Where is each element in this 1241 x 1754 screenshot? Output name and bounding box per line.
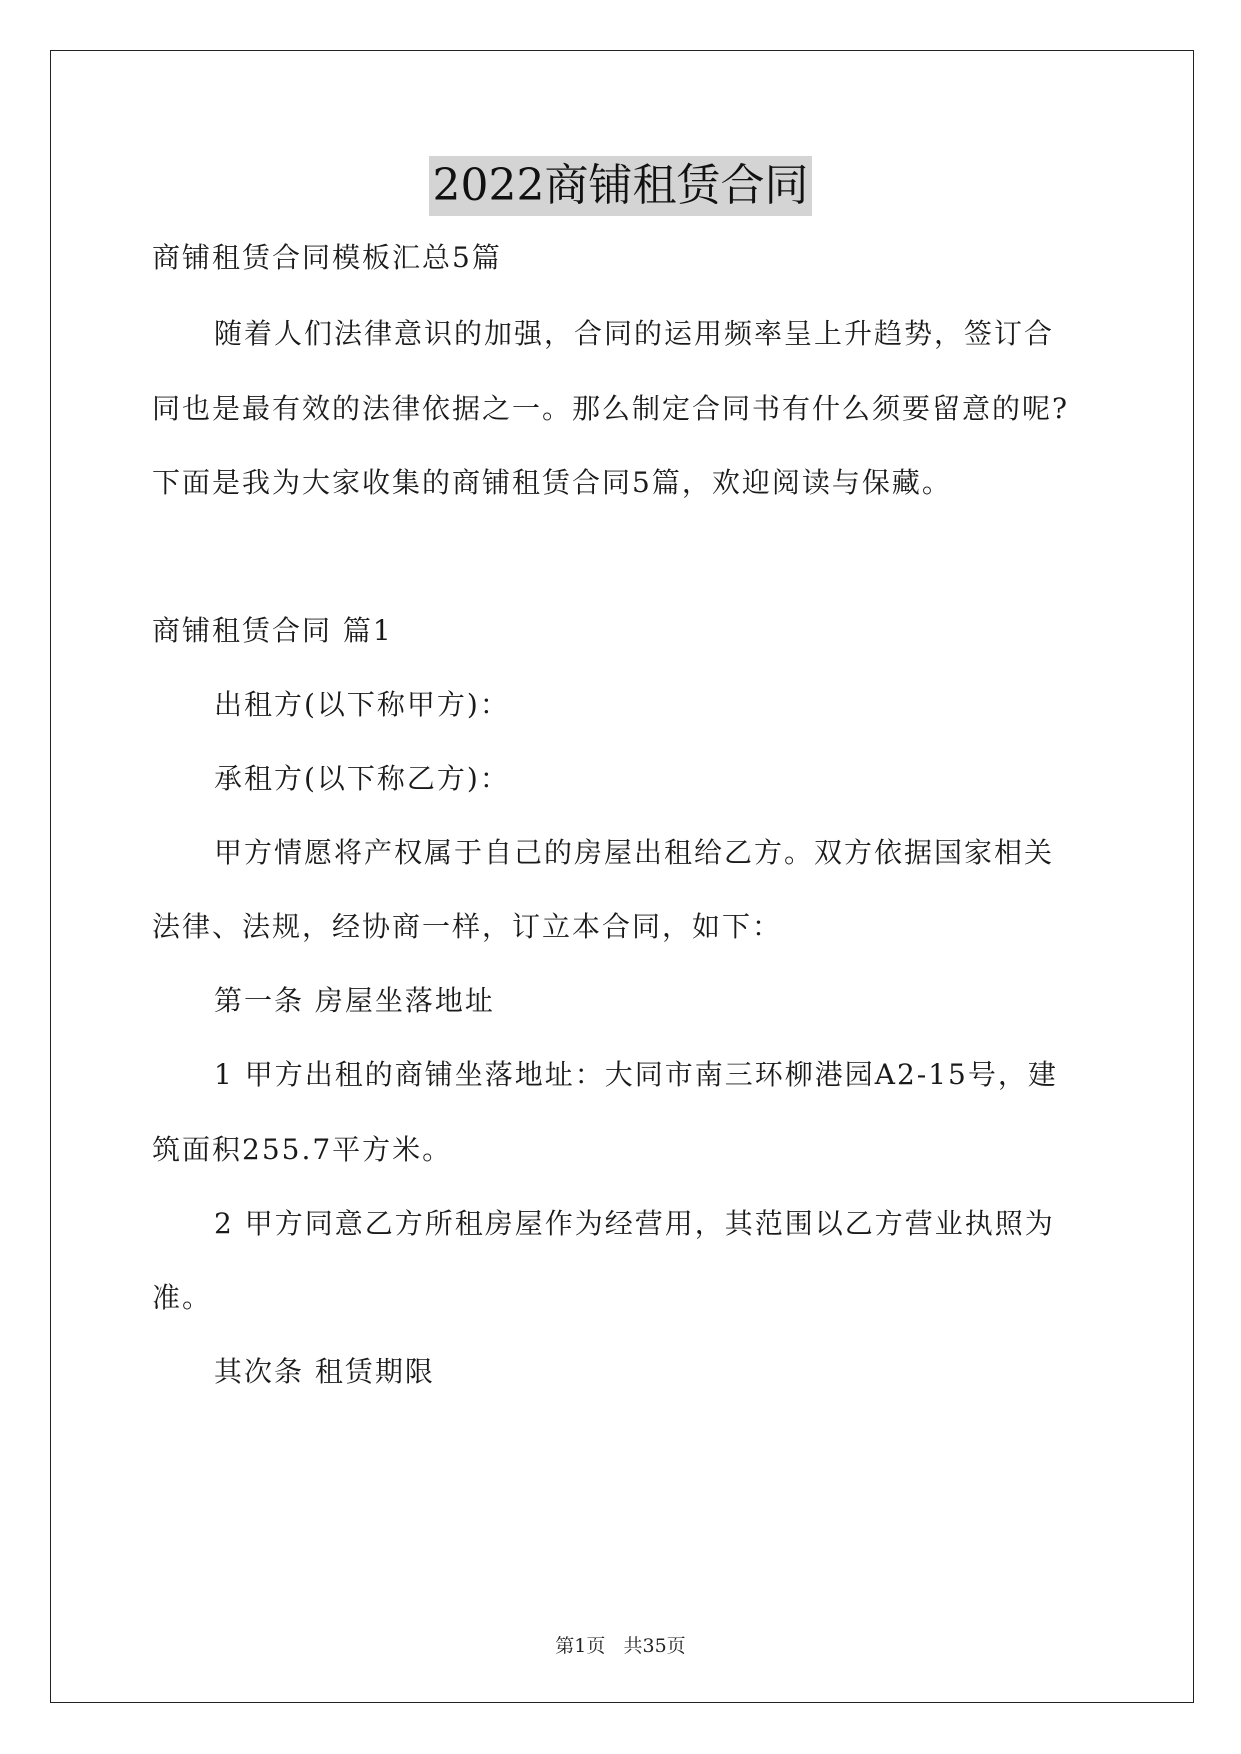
lessor-line: 出租方(以下称甲方)：	[214, 688, 510, 721]
page-number: 第1页 共35页	[555, 1635, 686, 1657]
page-border	[50, 50, 1194, 1703]
title-container	[0, 156, 1241, 216]
article2-heading: 其次条 租赁期限	[214, 1355, 435, 1388]
document-title: 2022商铺租赁合同	[429, 156, 813, 216]
preamble-line-2: 法律、法规，经协商一样，订立本合同，如下：	[152, 910, 783, 943]
lessee-line: 承租方(以下称乙方)：	[214, 762, 510, 795]
intro-line-3: 下面是我为大家收集的商铺租赁合同5篇，欢迎阅读与保藏。	[152, 466, 952, 499]
article1-item2-line-2: 准。	[152, 1281, 213, 1314]
article1-item1-line-2: 筑面积255.7平方米。	[152, 1133, 453, 1166]
document-subtitle: 商铺租赁合同模板汇总5篇	[152, 241, 502, 274]
intro-line-1: 随着人们法律意识的加强，合同的运用频率呈上升趋势，签订合	[214, 317, 1055, 350]
article1-heading: 第一条 房屋坐落地址	[214, 984, 495, 1017]
preamble-line-1: 甲方情愿将产权属于自己的房屋出租给乙方。双方依据国家相关	[214, 836, 1055, 869]
article1-item2-line-1: 2 甲方同意乙方所租房屋作为经营用，其范围以乙方营业执照为	[214, 1207, 1055, 1240]
article1-item1-line-1: 1 甲方出租的商铺坐落地址：大同市南三环柳港园A2-15号，建	[214, 1058, 1058, 1091]
intro-line-2: 同也是最有效的法律依据之一。那么制定合同书有什么须要留意的呢?	[152, 392, 1070, 425]
page-footer	[0, 1633, 1241, 1659]
section-heading: 商铺租赁合同 篇1	[152, 614, 393, 647]
